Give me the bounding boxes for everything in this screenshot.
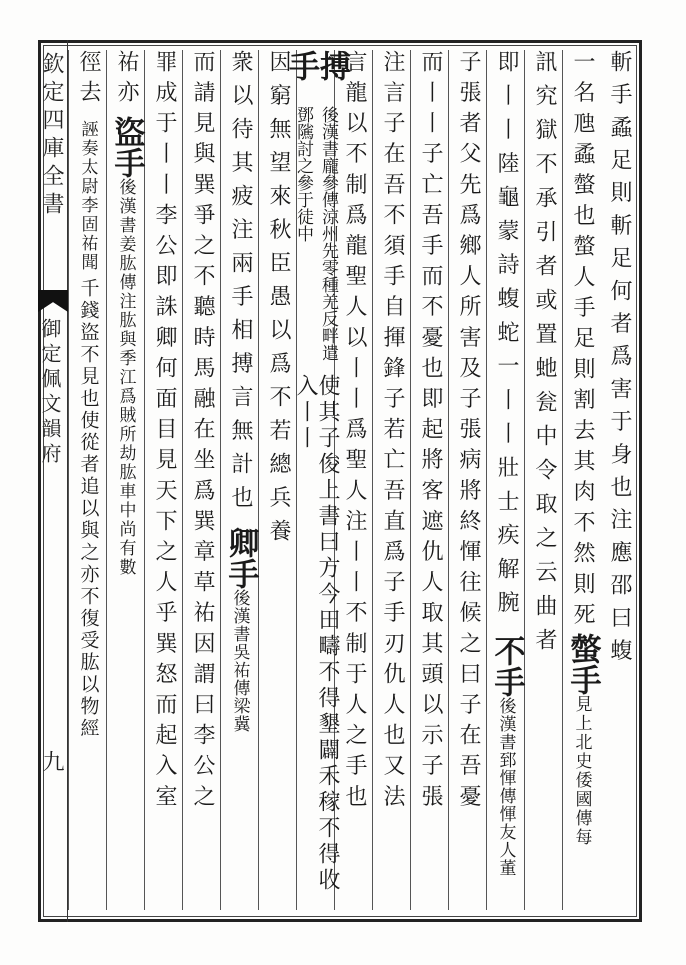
headword: 搏手 xyxy=(283,50,350,81)
text-column-2 xyxy=(562,50,601,910)
text-column-15 xyxy=(68,50,107,910)
column-text: 一名虺蟊螫也螫人手足則割去其肉不然則死 xyxy=(570,50,595,634)
text-column-12 xyxy=(182,50,221,910)
margin-book-title: 御定佩文韻府 xyxy=(38,318,62,468)
annotation: 見上北史倭國傳每 xyxy=(571,695,592,848)
column-text: 千錢盜不見也使從者追以與之亦不復受肱以物經 xyxy=(77,278,100,740)
annotation: 後漢書龐參傳涼州先零種羌反畔遣鄧隲討之參于徒中 xyxy=(293,105,338,361)
text-column-1 xyxy=(600,50,638,910)
page-number: 九 xyxy=(39,750,64,778)
column-text: 使其子俊上書曰方今田疇不得墾闢禾稼不得收入丨丨 xyxy=(293,374,340,895)
annotation: 後漢書姜肱傳注肱與季江爲賊所劫肱車中尚有數 xyxy=(115,178,136,577)
column-text: 衆以待其疲注兩手相搏言無計也 xyxy=(228,50,253,519)
text-column-13 xyxy=(144,50,183,910)
column-text: 注言子在吾不須手自揮鋒子若亡吾直爲子手刃仇人也又法 xyxy=(380,50,405,815)
column-text: 而請見與巽爭之不聽時馬融在坐爲巽章草祐因謂曰李公之 xyxy=(190,50,215,815)
text-column-7 xyxy=(372,50,411,910)
text-column-3 xyxy=(524,50,563,910)
headword: 盜手 xyxy=(108,116,145,178)
column-text: 即丨丨陸龜蒙詩蝮蛇一丨丨壯士疾解腕 xyxy=(494,50,519,625)
headword: 卿手 xyxy=(222,527,259,589)
column-text: 言龍以不制爲龍聖人以丨丨爲聖人注丨丨不制于人之手也 xyxy=(342,50,367,815)
margin-collection-title: 欽定四庫全書 xyxy=(39,52,64,220)
annotation: 後漢書郅惲傳惲友人董 xyxy=(495,696,516,877)
column-text: 子張者父先爲鄉人所害及子張病將終惲往候之曰子在吾憂 xyxy=(456,50,481,815)
text-column-11 xyxy=(220,50,259,910)
text-column-6 xyxy=(410,50,449,910)
annotation: 後漢書吳祐傳梁冀 xyxy=(229,589,250,733)
column-text: 斬手蟊足則斬足何者爲害于身也注應邵曰蝮 xyxy=(607,50,632,672)
headword: 螫手 xyxy=(564,633,601,696)
text-column-4 xyxy=(486,50,525,910)
column-text: 徑去 xyxy=(76,50,101,110)
text-column-5 xyxy=(448,50,487,910)
column-text: 祐亦 xyxy=(114,50,139,110)
text-column-9 xyxy=(283,50,350,910)
text-column-14 xyxy=(106,50,145,910)
headword: 不手 xyxy=(488,634,525,697)
column-text: 罪成于丨丨李公即誅卿何面目見天下之人乎巽怒而起入室 xyxy=(152,50,177,815)
annotation: 誣奏太尉李固祐聞 xyxy=(77,120,98,272)
column-text: 而丨丨子亡吾手而不憂也即起將客遮仇人取其頭以示子張 xyxy=(418,50,443,815)
column-text: 因窮無望來秋臣愚以爲不若總兵養 xyxy=(266,50,291,553)
column-text: 訊究獄不承引者或置虵瓮中令取之云曲者 xyxy=(532,50,557,662)
text-column-10 xyxy=(258,50,297,910)
